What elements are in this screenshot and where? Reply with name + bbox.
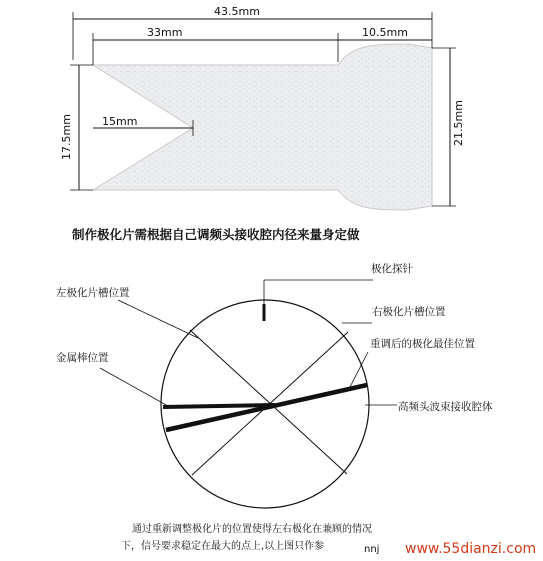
label-probe: 极化探针 bbox=[371, 263, 413, 275]
leader-left-slot bbox=[118, 300, 198, 338]
polarizer-plate-figure bbox=[60, 5, 465, 242]
dimension-right-length: 10.5mm bbox=[362, 26, 408, 39]
note-line-1: 通过重新调整极化片的位置使得左右极化在兼顾的情况 bbox=[132, 524, 372, 535]
watermark: www.55dianzi.com bbox=[405, 541, 537, 557]
label-metal-rod: 金属棒位置 bbox=[56, 352, 109, 364]
polarizer-plate bbox=[93, 44, 432, 210]
note-tail: nnj bbox=[364, 544, 380, 555]
dimension-left-length: 33mm bbox=[147, 26, 183, 39]
label-best-position: 重调后的极化最佳位置 bbox=[370, 338, 475, 350]
dimension-slot-depth: 15mm bbox=[102, 115, 138, 128]
left-slot-line bbox=[190, 330, 347, 474]
dimension-left-height: 17.5mm bbox=[60, 114, 73, 160]
label-cavity: 高频头波束接收腔体 bbox=[398, 401, 493, 413]
metal-rod bbox=[163, 405, 275, 407]
leader-metal-rod bbox=[100, 368, 168, 406]
label-left-slot: 左极化片槽位置 bbox=[56, 287, 130, 299]
leader-best bbox=[350, 352, 368, 387]
label-right-slot: 右极化片槽位置 bbox=[372, 306, 446, 318]
cavity-diagram bbox=[56, 262, 493, 555]
dimension-right-height: 21.5mm bbox=[452, 100, 465, 146]
note-line-2: 下，信号要求稳定在最大的点上,以上图只作参 bbox=[121, 541, 325, 552]
dimension-total-width: 43.5mm bbox=[214, 5, 260, 18]
top-caption: 制作极化片需根据自己调频头接收腔内径来量身定做 bbox=[72, 227, 360, 242]
